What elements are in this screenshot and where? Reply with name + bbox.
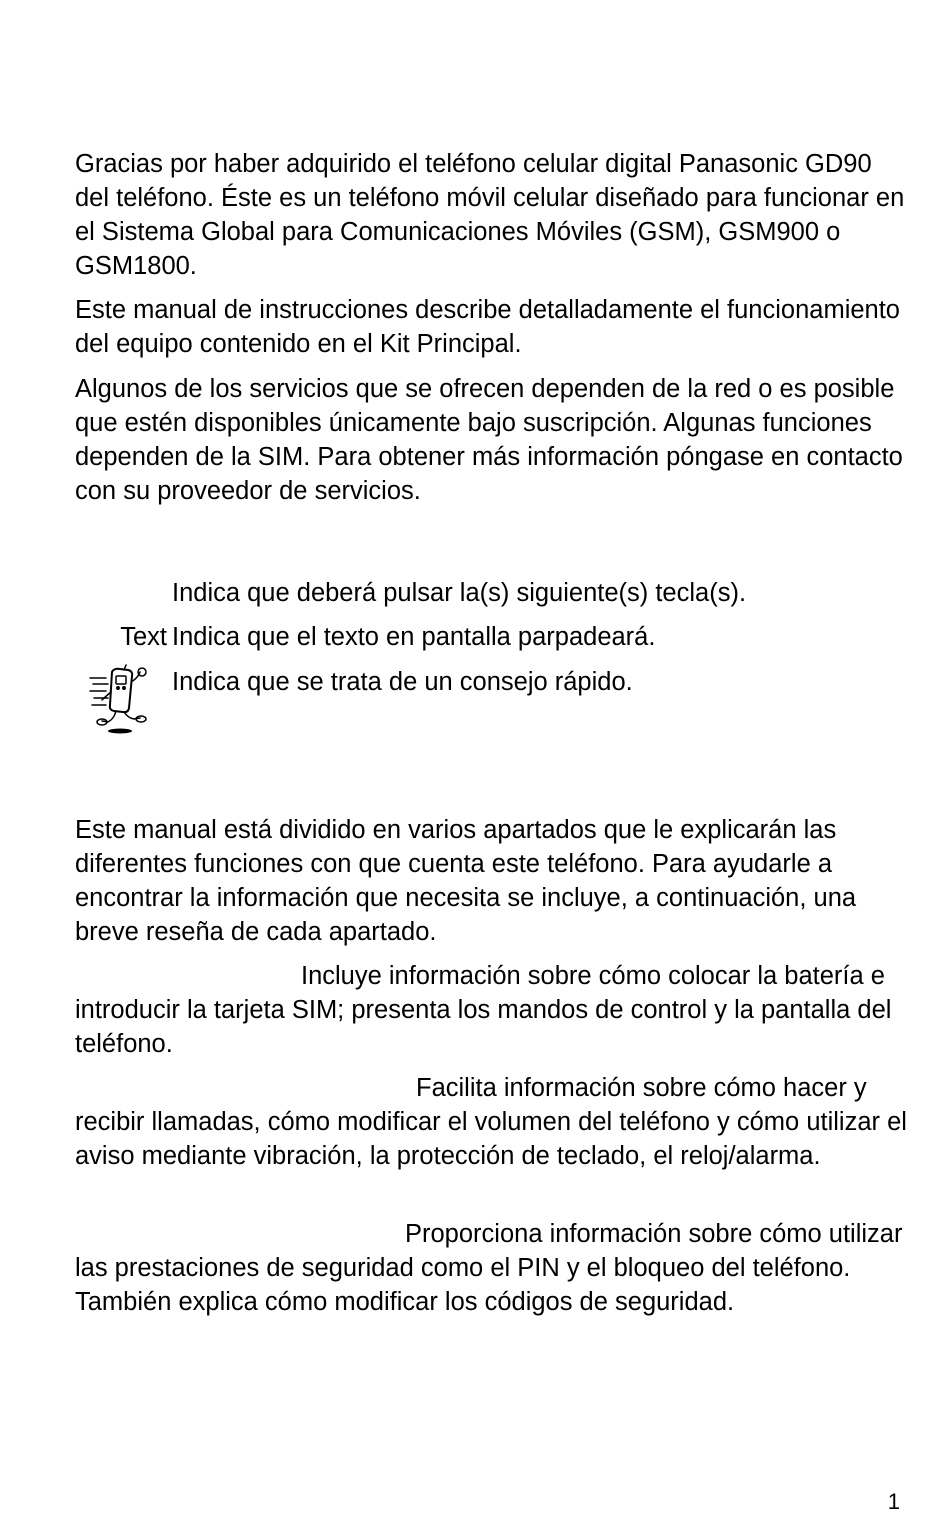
section-summary-text: Proporciona información sobre cómo utilizar las prestaciones de seguridad como el PIN y el bloqueo del teléfono. También explica cómo modificar los códigos de seguridad. [75, 1220, 903, 1316]
section-summary-getting-started [75, 959, 910, 1061]
legend-row-keys [75, 576, 910, 620]
legend-symbol-text: Text [120, 623, 167, 651]
legend-text-quick-tip: Indica que se trata de un consejo rápido. [172, 668, 633, 696]
intro-paragraph-manual: Este manual de instrucciones describe detalladamente el funcionamiento del equipo contenido en el Kit Principal. [75, 296, 900, 358]
section-summary-security [75, 1217, 910, 1319]
legend-row-quick-tip [75, 665, 910, 709]
intro-paragraph-thanks: Gracias por haber adquirido el teléfono celular digital Panasonic GD90 del teléfono. Éste es un teléfono móvil celular diseñado para funcionar en el Sistema Global para Comunicaciones Móviles (GSM), GSM900 o GSM1800. [75, 150, 905, 280]
section-summary-text: Incluye información sobre cómo colocar la batería e introducir la tarjeta SIM; presenta los mandos de control y la pantalla del teléfono. [75, 962, 892, 1058]
legend-text-keys: Indica que deberá pulsar la(s) siguiente(s) tecla(s). [172, 579, 747, 607]
section-summary-basic-operation [75, 1071, 910, 1173]
page-number: 1 [887, 1489, 900, 1514]
manual-layout-intro: Este manual está dividido en varios apartados que le explicarán las diferentes funciones con que cuenta este teléfono. Para ayudarle a encontrar la información que necesita se incluye, a continuación, una breve reseña de cada apartado. [75, 816, 857, 946]
quick-tip-phone-icon [88, 664, 162, 736]
intro-paragraph-services: Algunos de los servicios que se ofrecen dependen de la red o es posible que estén disponibles únicamente bajo suscripción. Algunas funciones dependen de la SIM. Para obtener más información póngase en contacto con su proveedor de servicios. [75, 375, 903, 505]
legend-text-flashing: Indica que el texto en pantalla parpadeará. [172, 623, 656, 651]
section-summary-text: Facilita información sobre cómo hacer y recibir llamadas, cómo modificar el volumen del teléfono y cómo utilizar el aviso mediante vibración, la protección de teclado, el reloj/alarma. [75, 1074, 907, 1170]
legend-row-flashing-text [75, 620, 910, 664]
